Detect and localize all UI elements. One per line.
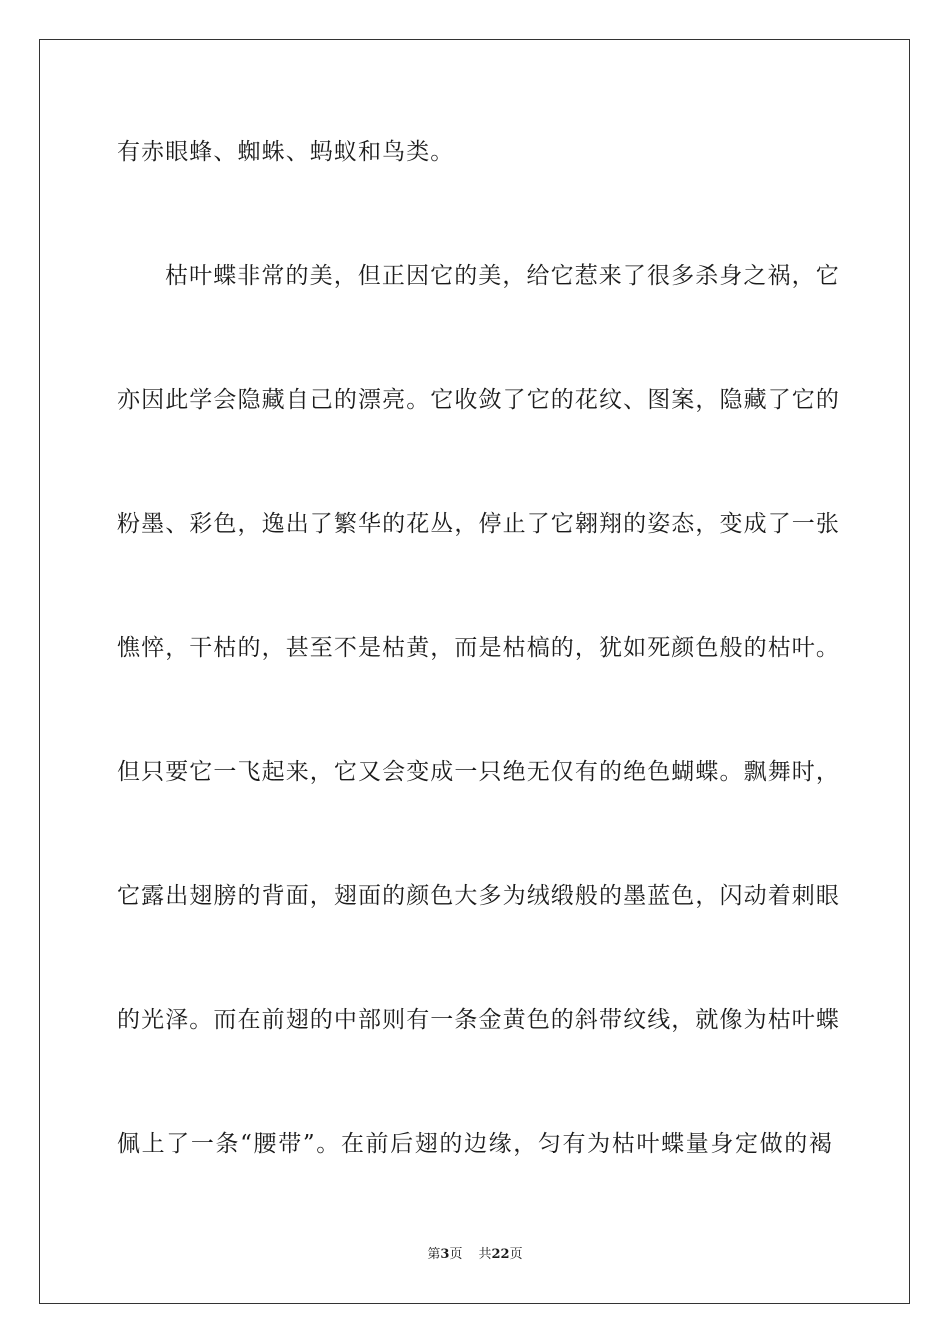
text-line-2: 枯叶蝶非常的美，但正因它的美，给它惹来了很多杀身之祸，它 (165, 263, 840, 289)
page-footer (0, 1246, 950, 1264)
page-border (39, 39, 910, 1304)
total-suffix: 页 (509, 1247, 523, 1262)
text-line-9: 佩上了一条“腰带”。在前后翅的边缘，匀有为枯叶蝶量身定做的褐 (117, 1131, 833, 1157)
text-line-1: 有赤眼蜂、蜘蛛、蚂蚁和鸟类。 (117, 139, 455, 165)
page-prefix: 第 (427, 1247, 441, 1262)
total-pages: 22 (491, 1247, 510, 1262)
page-number: 3 (440, 1247, 450, 1262)
total-prefix: 共 (478, 1247, 492, 1262)
text-line-3: 亦因此学会隐藏自己的漂亮。它收敛了它的花纹、图案，隐藏了它的 (117, 387, 840, 413)
text-line-7: 它露出翅膀的背面，翅面的颜色大多为绒缎般的墨蓝色，闪动着刺眼 (117, 883, 840, 909)
page-suffix: 页 (449, 1247, 463, 1262)
text-line-8: 的光泽。而在前翅的中部则有一条金黄色的斜带纹线，就像为枯叶蝶 (117, 1007, 840, 1033)
text-line-6: 但只要它一飞起来，它又会变成一只绝无仅有的绝色蝴蝶。飘舞时， (117, 759, 840, 785)
text-line-5: 憔悴，干枯的，甚至不是枯黄，而是枯槁的，犹如死颜色般的枯叶。 (117, 635, 840, 661)
text-line-4: 粉墨、彩色，逸出了繁华的花丛，停止了它翱翔的姿态，变成了一张 (117, 511, 840, 537)
